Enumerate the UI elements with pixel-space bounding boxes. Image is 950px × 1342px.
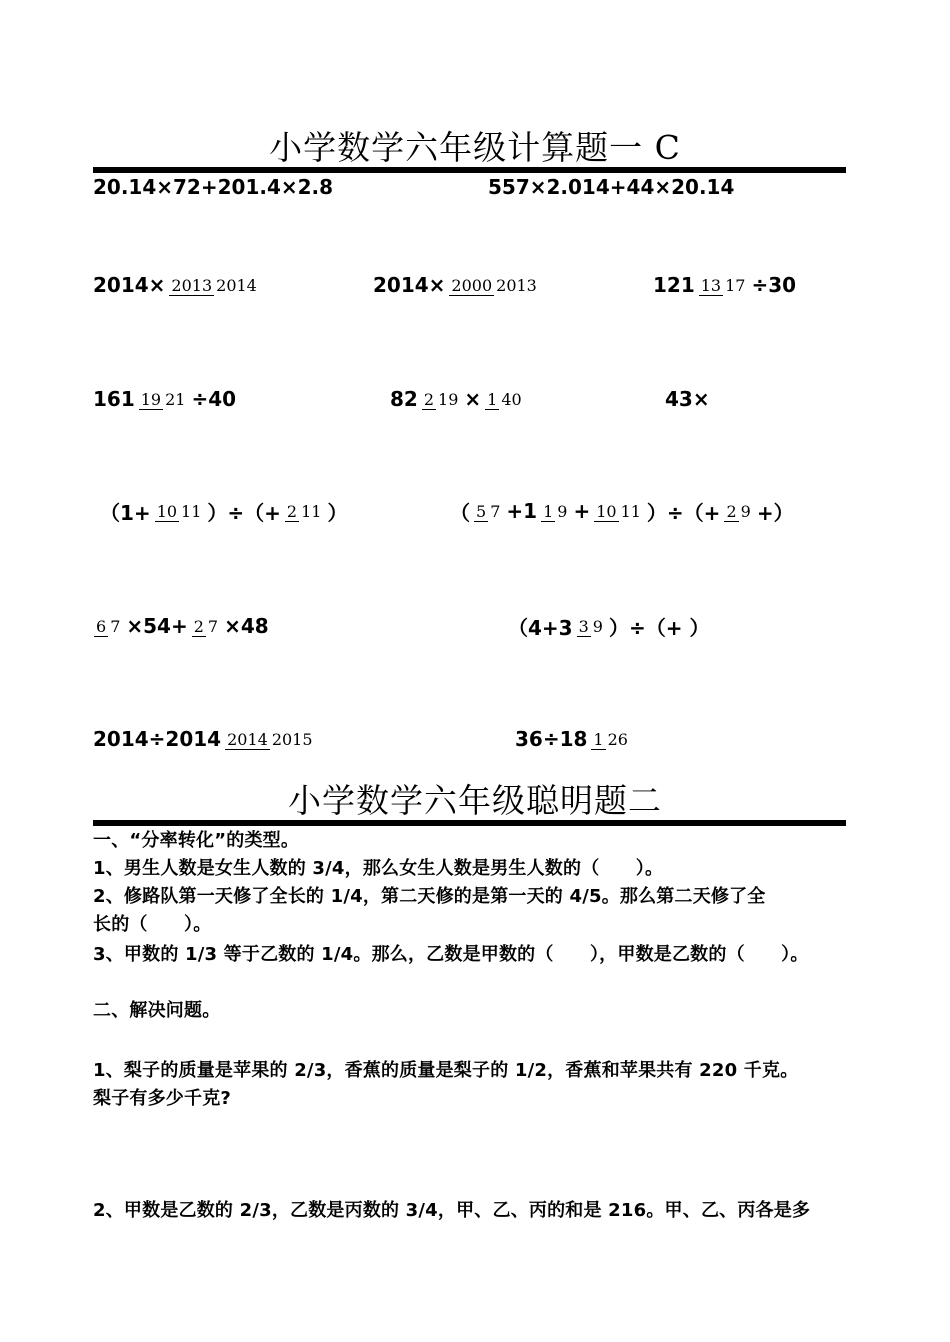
page-title-2: 小学数学六年级聪明题二 (288, 781, 662, 820)
section-heading-1: 一、“分率转化”的类型。 (93, 830, 300, 851)
problem-13: 2014÷2014 2014 2015 (93, 727, 313, 751)
fraction: 19 21 (140, 389, 186, 409)
solve-problem-1-line-2: 梨子有多少千克? (93, 1088, 232, 1109)
problem-12: （4+3 3 9 ）÷（+ ） (508, 615, 710, 640)
fraction: 5 7 (476, 501, 501, 521)
problem-10: （ 5 7 +1 1 9 + 10 11 ）÷（+ 2 9 +） (450, 499, 794, 525)
fraction: 10 11 (596, 501, 641, 521)
fraction: 2013 2014 (171, 275, 257, 295)
solve-problem-1-line-1: 1、梨子的质量是苹果的 2/3，香蕉的质量是梨子的 1/2，香蕉和苹果共有 220 千克。 (93, 1060, 799, 1081)
section-heading-2: 二、解决问题。 (93, 1000, 221, 1021)
problem-7: 82 2 19 × 1 40 (390, 387, 522, 411)
page-title-1: 小学数学六年级计算题一 C (269, 128, 681, 167)
fraction: 1 9 (543, 501, 568, 521)
fraction: 2 7 (193, 616, 219, 636)
question-1: 1、男生人数是女生人数的 3/4，那么女生人数是男生人数的（ ）。 (93, 858, 664, 879)
fraction: 2 9 (726, 501, 751, 521)
fraction: 2 19 (423, 389, 459, 409)
problem-14: 36÷18 1 26 (515, 727, 628, 751)
fraction: 13 17 (700, 275, 746, 295)
question-2-line-2: 长的（ ）。 (93, 914, 212, 935)
fraction: 2000 2013 (451, 275, 537, 295)
problem-11: 6 7 ×54+ 2 7 ×48 (96, 614, 269, 638)
problem-4: 2014× 2000 2013 (373, 273, 537, 297)
fraction: 1 26 (593, 729, 628, 749)
problem-6: 161 19 21 ÷40 (93, 387, 237, 411)
fraction: 3 9 (578, 616, 603, 636)
problem-8: 43× (665, 387, 710, 411)
solve-problem-2: 2、甲数是乙数的 2/3，乙数是丙数的 3/4，甲、乙、丙的和是 216。甲、乙、丙各是多 (93, 1200, 811, 1221)
problem-2: 557×2.014+44×20.14 (488, 175, 735, 199)
question-2-line-1: 2、修路队第一天修了全长的 1/4，第二天修的是第一天的 4/5。那么第二天修了全 (93, 886, 766, 907)
problem-3: 2014× 2013 2014 (93, 273, 257, 297)
fraction: 1 40 (487, 389, 522, 409)
fraction: 10 11 (156, 501, 202, 521)
problem-1: 20.14×72+201.4×2.8 (93, 175, 334, 199)
problem-9: （1+ 10 11 ）÷（+ 2 11 ） (100, 500, 348, 525)
fraction: 6 7 (96, 616, 121, 636)
problem-5: 121 13 17 ÷30 (653, 273, 797, 297)
question-3: 3、甲数的 1/3 等于乙数的 1/4。那么，乙数是甲数的（ ），甲数是乙数的（ ）。 (93, 944, 809, 965)
fraction: 2 11 (286, 501, 322, 521)
fraction: 2014 2015 (227, 729, 313, 749)
